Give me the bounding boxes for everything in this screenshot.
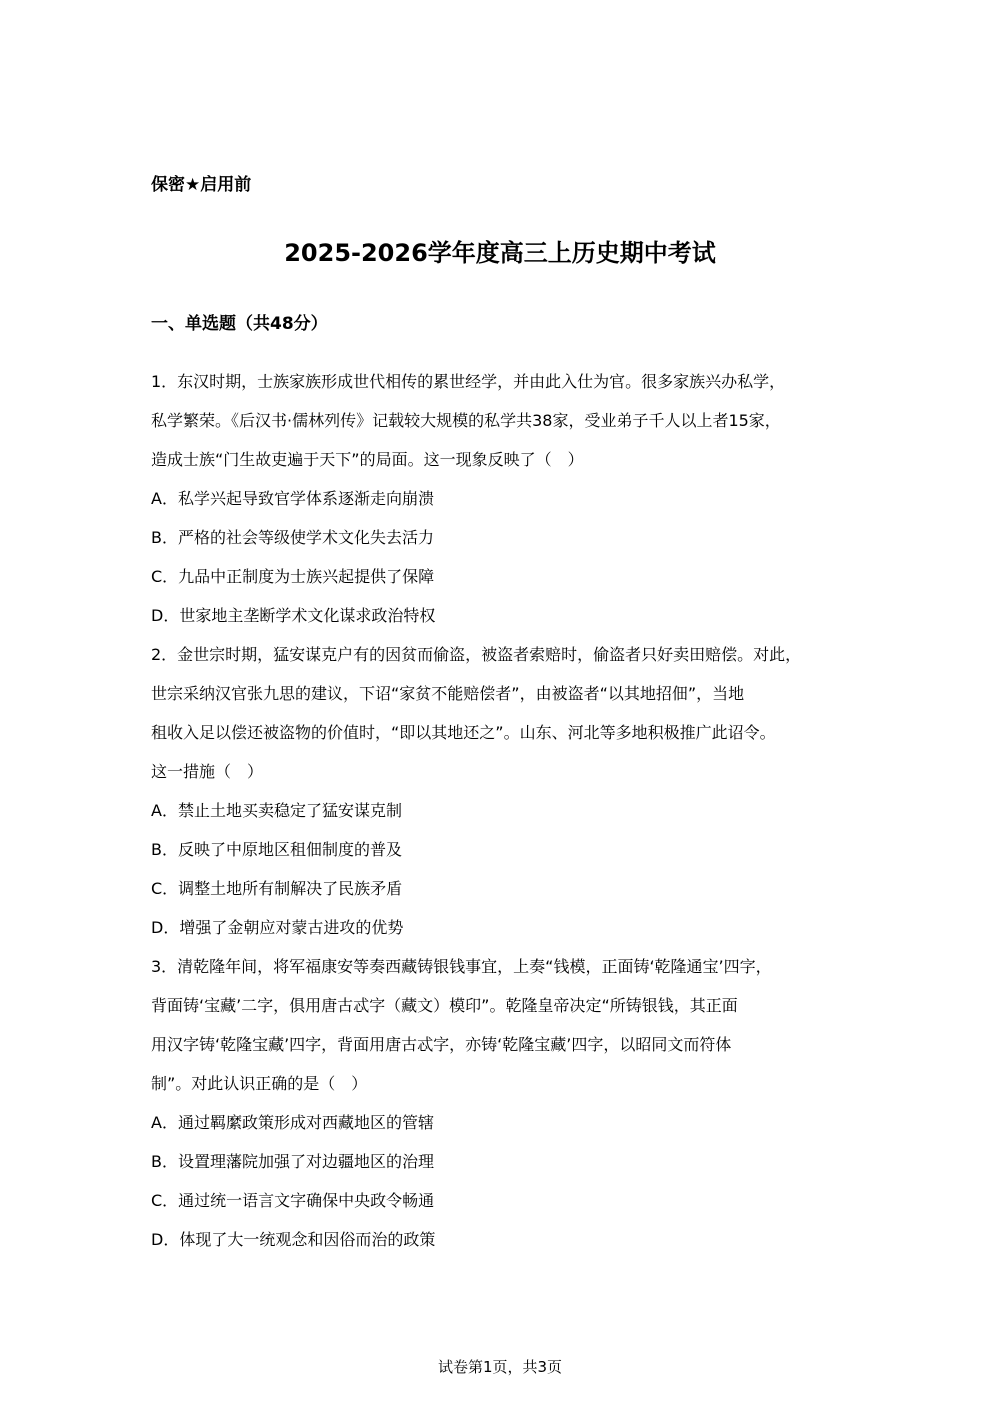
question-3-stem — [151, 947, 871, 1103]
stem-line: 租收入足以偿还被盗物的价值时，“即以其地还之”。山东、河北等多地积极推广此诏令。 — [151, 723, 776, 742]
question-2-option-c: C．调整土地所有制解决了民族矛盾 — [151, 879, 403, 898]
confidential-label: 保密★启用前 — [151, 175, 252, 195]
question-1-option-b: B．严格的社会等级使学术文化失去活力 — [151, 528, 434, 547]
question-3 — [151, 947, 871, 1259]
stem-line: 用汉字铸‘乾隆宝藏’四字，背面用唐古忒字，亦铸‘乾隆宝藏’四字，以昭同文而符体 — [151, 1035, 732, 1054]
question-3-option-c: C．通过统一语言文字确保中央政令畅通 — [151, 1191, 435, 1210]
question-1-option-c: C．九品中正制度为士族兴起提供了保障 — [151, 567, 435, 586]
question-1-option-a: A．私学兴起导致官学体系逐渐走向崩溃 — [151, 489, 434, 508]
stem-line: 世宗采纳汉官张九思的建议，下诏“家贫不能赔偿者”，由被盗者“以其地招佃”，当地 — [151, 684, 745, 703]
question-3-option-a: A．通过羁縻政策形成对西藏地区的管辖 — [151, 1113, 434, 1132]
stem-line: 私学繁荣。《后汉书·儒林列传》记载较大规模的私学共38家，受业弟子千人以上者15家， — [151, 411, 781, 430]
stem-line: 这一措施（ ） — [151, 762, 264, 781]
question-2-stem — [151, 635, 871, 791]
section-heading: 一、单选题（共48分） — [151, 314, 328, 334]
question-2-option-d: D．增强了金朝应对蒙古进攻的优势 — [151, 918, 404, 937]
stem-line: 1．东汉时期，士族家族形成世代相传的累世经学，并由此入仕为官。很多家族兴办私学， — [151, 372, 786, 391]
question-2-option-a: A．禁止土地买卖稳定了猛安谋克制 — [151, 801, 402, 820]
question-list — [151, 362, 871, 1259]
stem-line: 3．清乾隆年间，将军福康安等奏西藏铸银钱事宜，上奏“钱模，正面铸‘乾隆通宝’四字， — [151, 957, 772, 976]
question-1 — [151, 362, 871, 635]
stem-line: 背面铸‘宝藏’二字，俱用唐古忒字（藏文）模印”。乾隆皇帝决定“所铸银钱，其正面 — [151, 996, 738, 1015]
question-3-option-d: D．体现了大一统观念和因俗而治的政策 — [151, 1230, 436, 1249]
question-1-option-d: D．世家地主垄断学术文化谋求政治特权 — [151, 606, 436, 625]
page-footer: 试卷第1页，共3页 — [437, 1358, 563, 1376]
question-2-option-b: B．反映了中原地区租佃制度的普及 — [151, 840, 402, 859]
stem-line: 2．金世宗时期，猛安谋克户有的因贫而偷盗，被盗者索赔时，偷盗者只好卖田赔偿。对此， — [151, 645, 802, 664]
exam-title: 2025-2026学年度高三上历史期中考试 — [284, 239, 716, 267]
question-2 — [151, 635, 871, 947]
stem-line: 制”。对此认识正确的是（ ） — [151, 1074, 368, 1093]
question-3-option-b: B．设置理藩院加强了对边疆地区的治理 — [151, 1152, 434, 1171]
question-1-stem — [151, 362, 871, 479]
stem-line: 造成士族“门生故吏遍于天下”的局面。这一现象反映了（ ） — [151, 450, 584, 469]
